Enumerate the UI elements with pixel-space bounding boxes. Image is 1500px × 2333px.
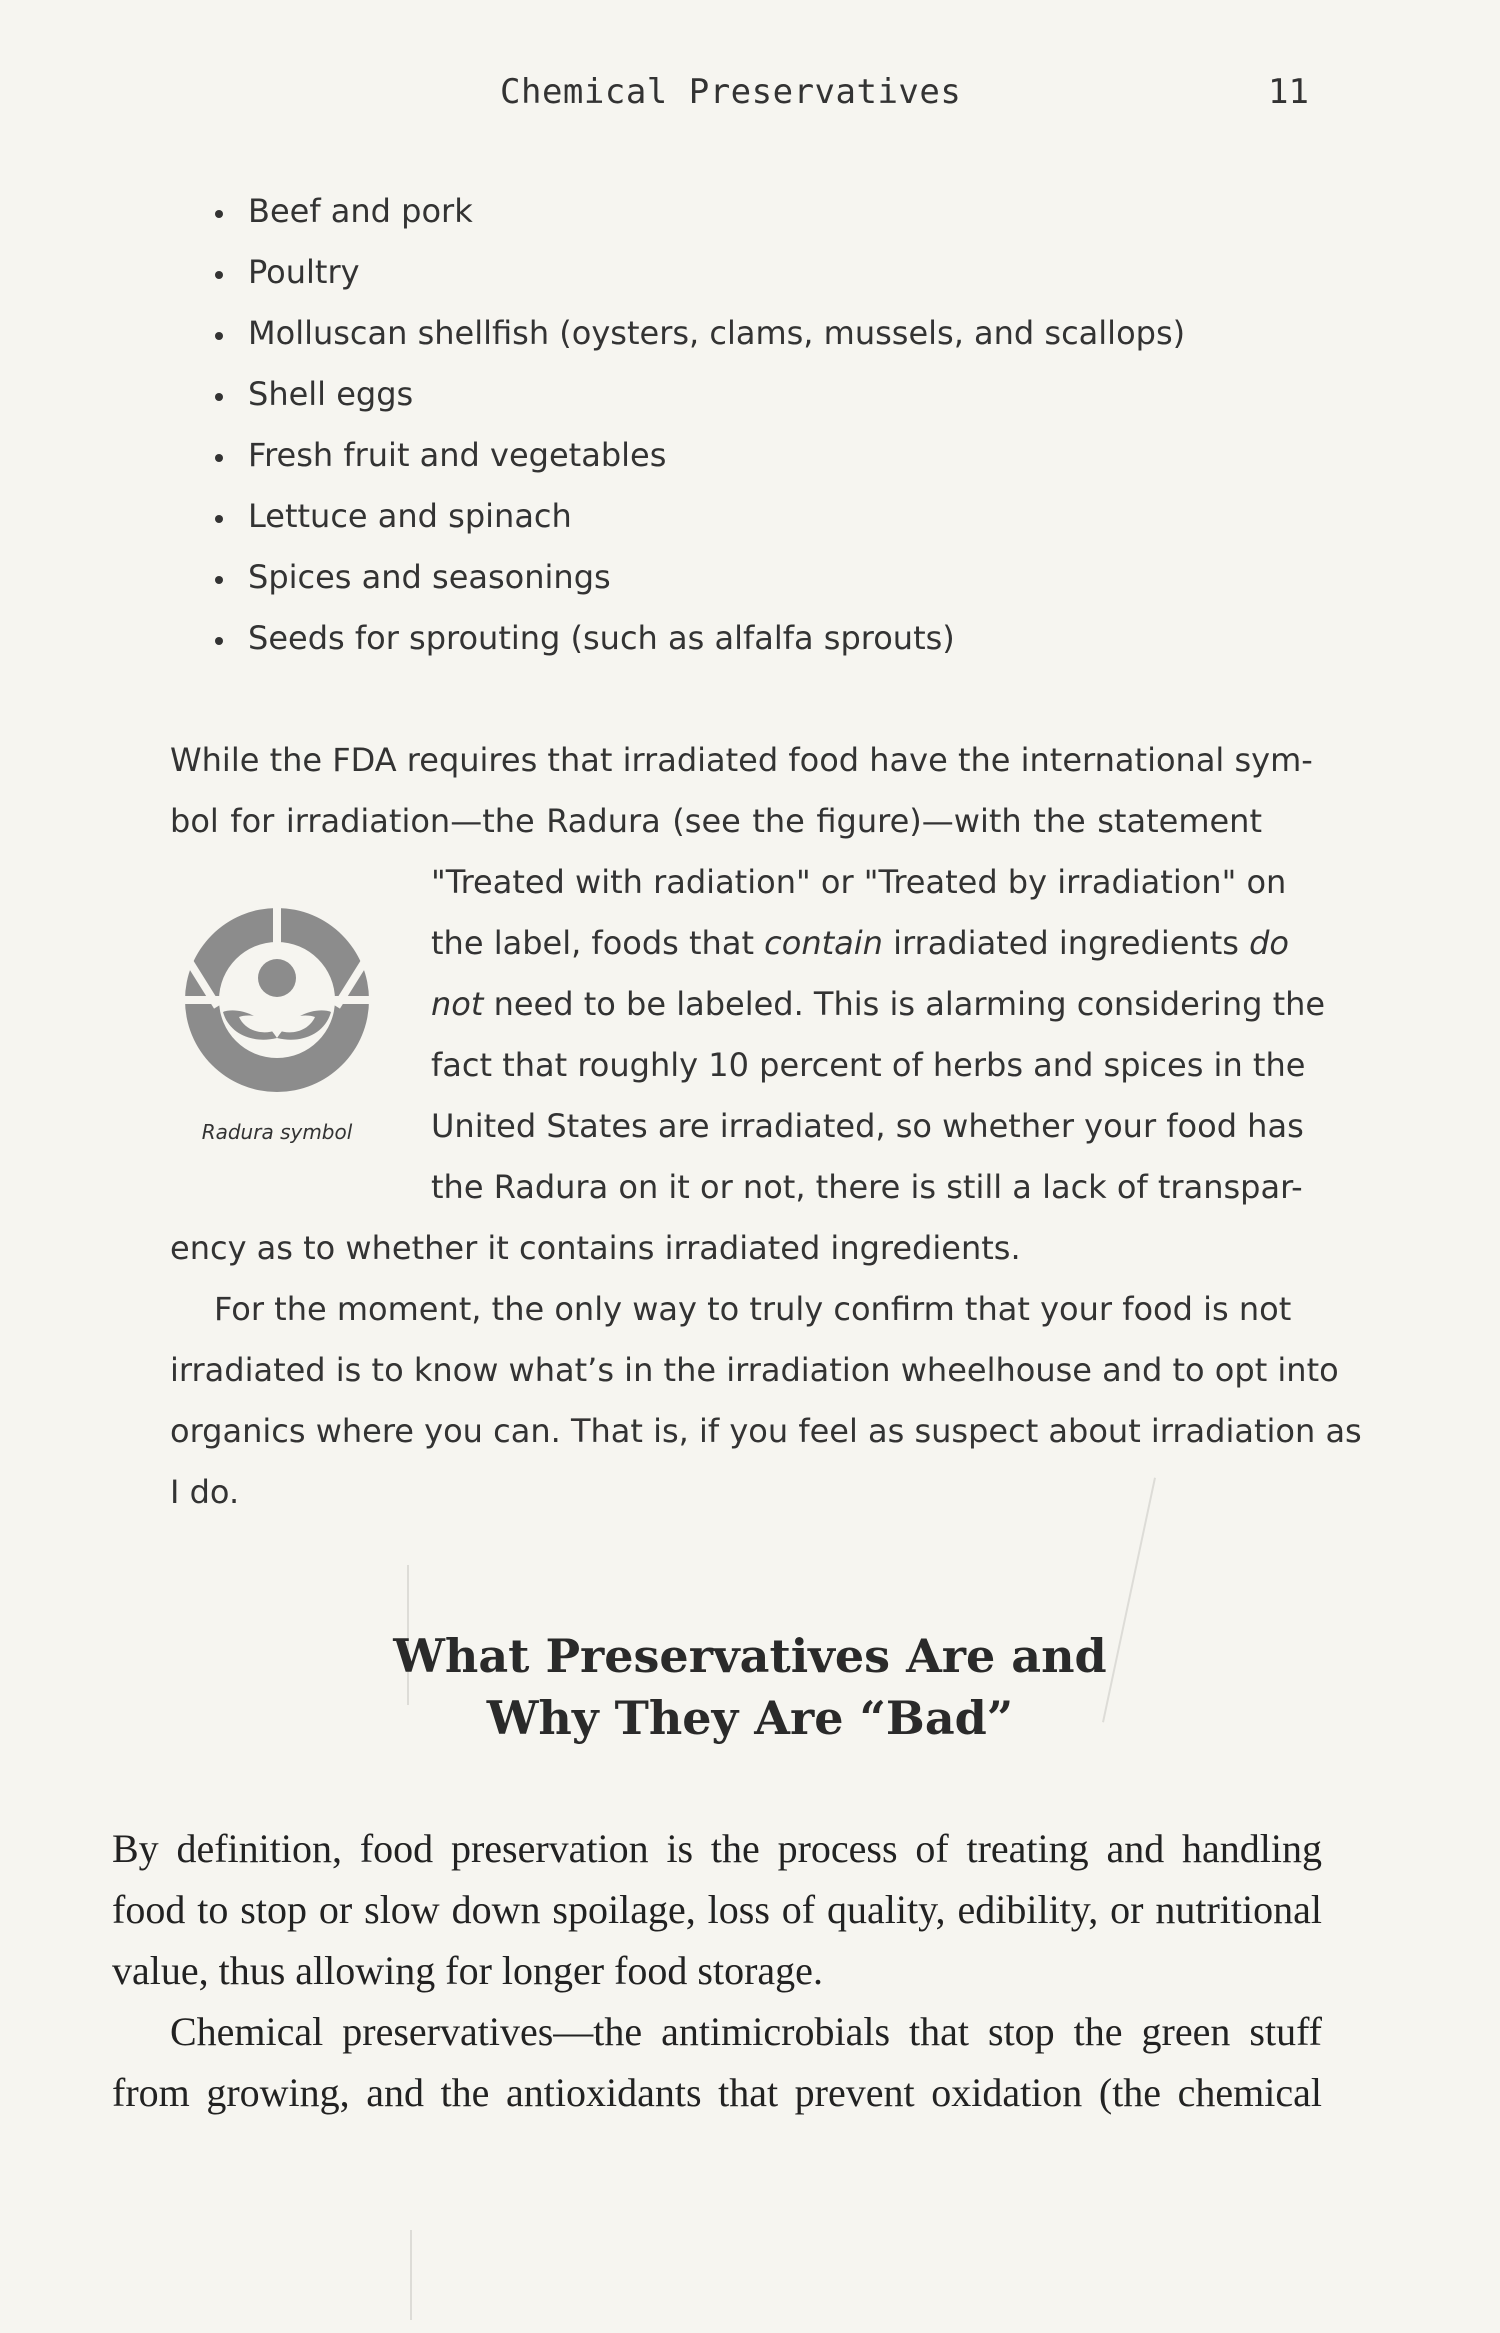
text-line: from growing, and the antioxidants that prevent oxidation (the chemical (112, 2070, 1322, 2115)
text-line: "Treated with radiation" or "Treated by irradiation" on (431, 863, 1287, 901)
text-line: I do. (170, 1473, 240, 1511)
text-run: the label, foods that (431, 924, 765, 962)
text-run: need to be labeled. This is alarming considering the (483, 985, 1326, 1023)
text-line: For the moment, the only way to truly confirm that your food is not (214, 1290, 1292, 1328)
running-head (0, 72, 1500, 122)
text-line: bol for irradiation—the Radura (see the figure)—with the statement (170, 802, 1262, 840)
page-number: 11 (1268, 72, 1309, 112)
section-heading (250, 1625, 1250, 1749)
text-line: fact that roughly 10 percent of herbs and spices in the (431, 1046, 1306, 1084)
radura-figure (172, 900, 382, 1160)
scan-crease (410, 2230, 412, 2320)
running-head-title: Chemical Preservatives (500, 72, 962, 112)
section-heading-line: Why They Are “Bad” (486, 1691, 1014, 1745)
figure-caption: Radura symbol (201, 1120, 353, 1144)
text-line: ency as to whether it contains irradiated ingredients. (170, 1229, 1021, 1267)
text-line: value, thus allowing for longer food storage. (112, 1948, 823, 1993)
text-line (431, 974, 1326, 1035)
list-item: Seeds for sprouting (such as alfalfa sprouts) (212, 612, 1292, 673)
list-item: Fresh fruit and vegetables (212, 429, 1292, 490)
bullet-list (212, 185, 1292, 673)
text-line: organics where you can. That is, if you feel as suspect about irradiation as (170, 1412, 1362, 1450)
list-item: Shell eggs (212, 368, 1292, 429)
section-heading-line: What Preservatives Are and (393, 1629, 1107, 1683)
text-line: Chemical preservatives—the antimicrobials that stop the green stuff (170, 2009, 1322, 2054)
emphasis-text: not (431, 985, 484, 1023)
text-line (431, 913, 1289, 974)
text-line: the Radura on it or not, there is still a lack of transpar- (431, 1168, 1303, 1206)
text-run: irradiated ingredients (882, 924, 1250, 962)
text-line: United States are irradiated, so whether your food has (431, 1107, 1304, 1145)
text-line: irradiated is to know what’s in the irradiation wheelhouse and to opt into (170, 1351, 1339, 1389)
list-item: Molluscan shellfish (oysters, clams, mussels, and scallops) (212, 307, 1292, 368)
list-item: Beef and pork (212, 185, 1292, 246)
text-line: By definition, food preservation is the process of treating and handling (112, 1826, 1322, 1871)
list-item: Spices and seasonings (212, 551, 1292, 612)
emphasis-text: contain (764, 924, 883, 962)
emphasis-text: do (1249, 924, 1289, 962)
list-item: Lettuce and spinach (212, 490, 1292, 551)
radura-symbol-icon (177, 900, 377, 1100)
list-item: Poultry (212, 246, 1292, 307)
text-line: food to stop or slow down spoilage, loss of quality, edibility, or nutritional (112, 1887, 1322, 1932)
text-line: While the FDA requires that irradiated food have the international sym- (170, 741, 1313, 779)
